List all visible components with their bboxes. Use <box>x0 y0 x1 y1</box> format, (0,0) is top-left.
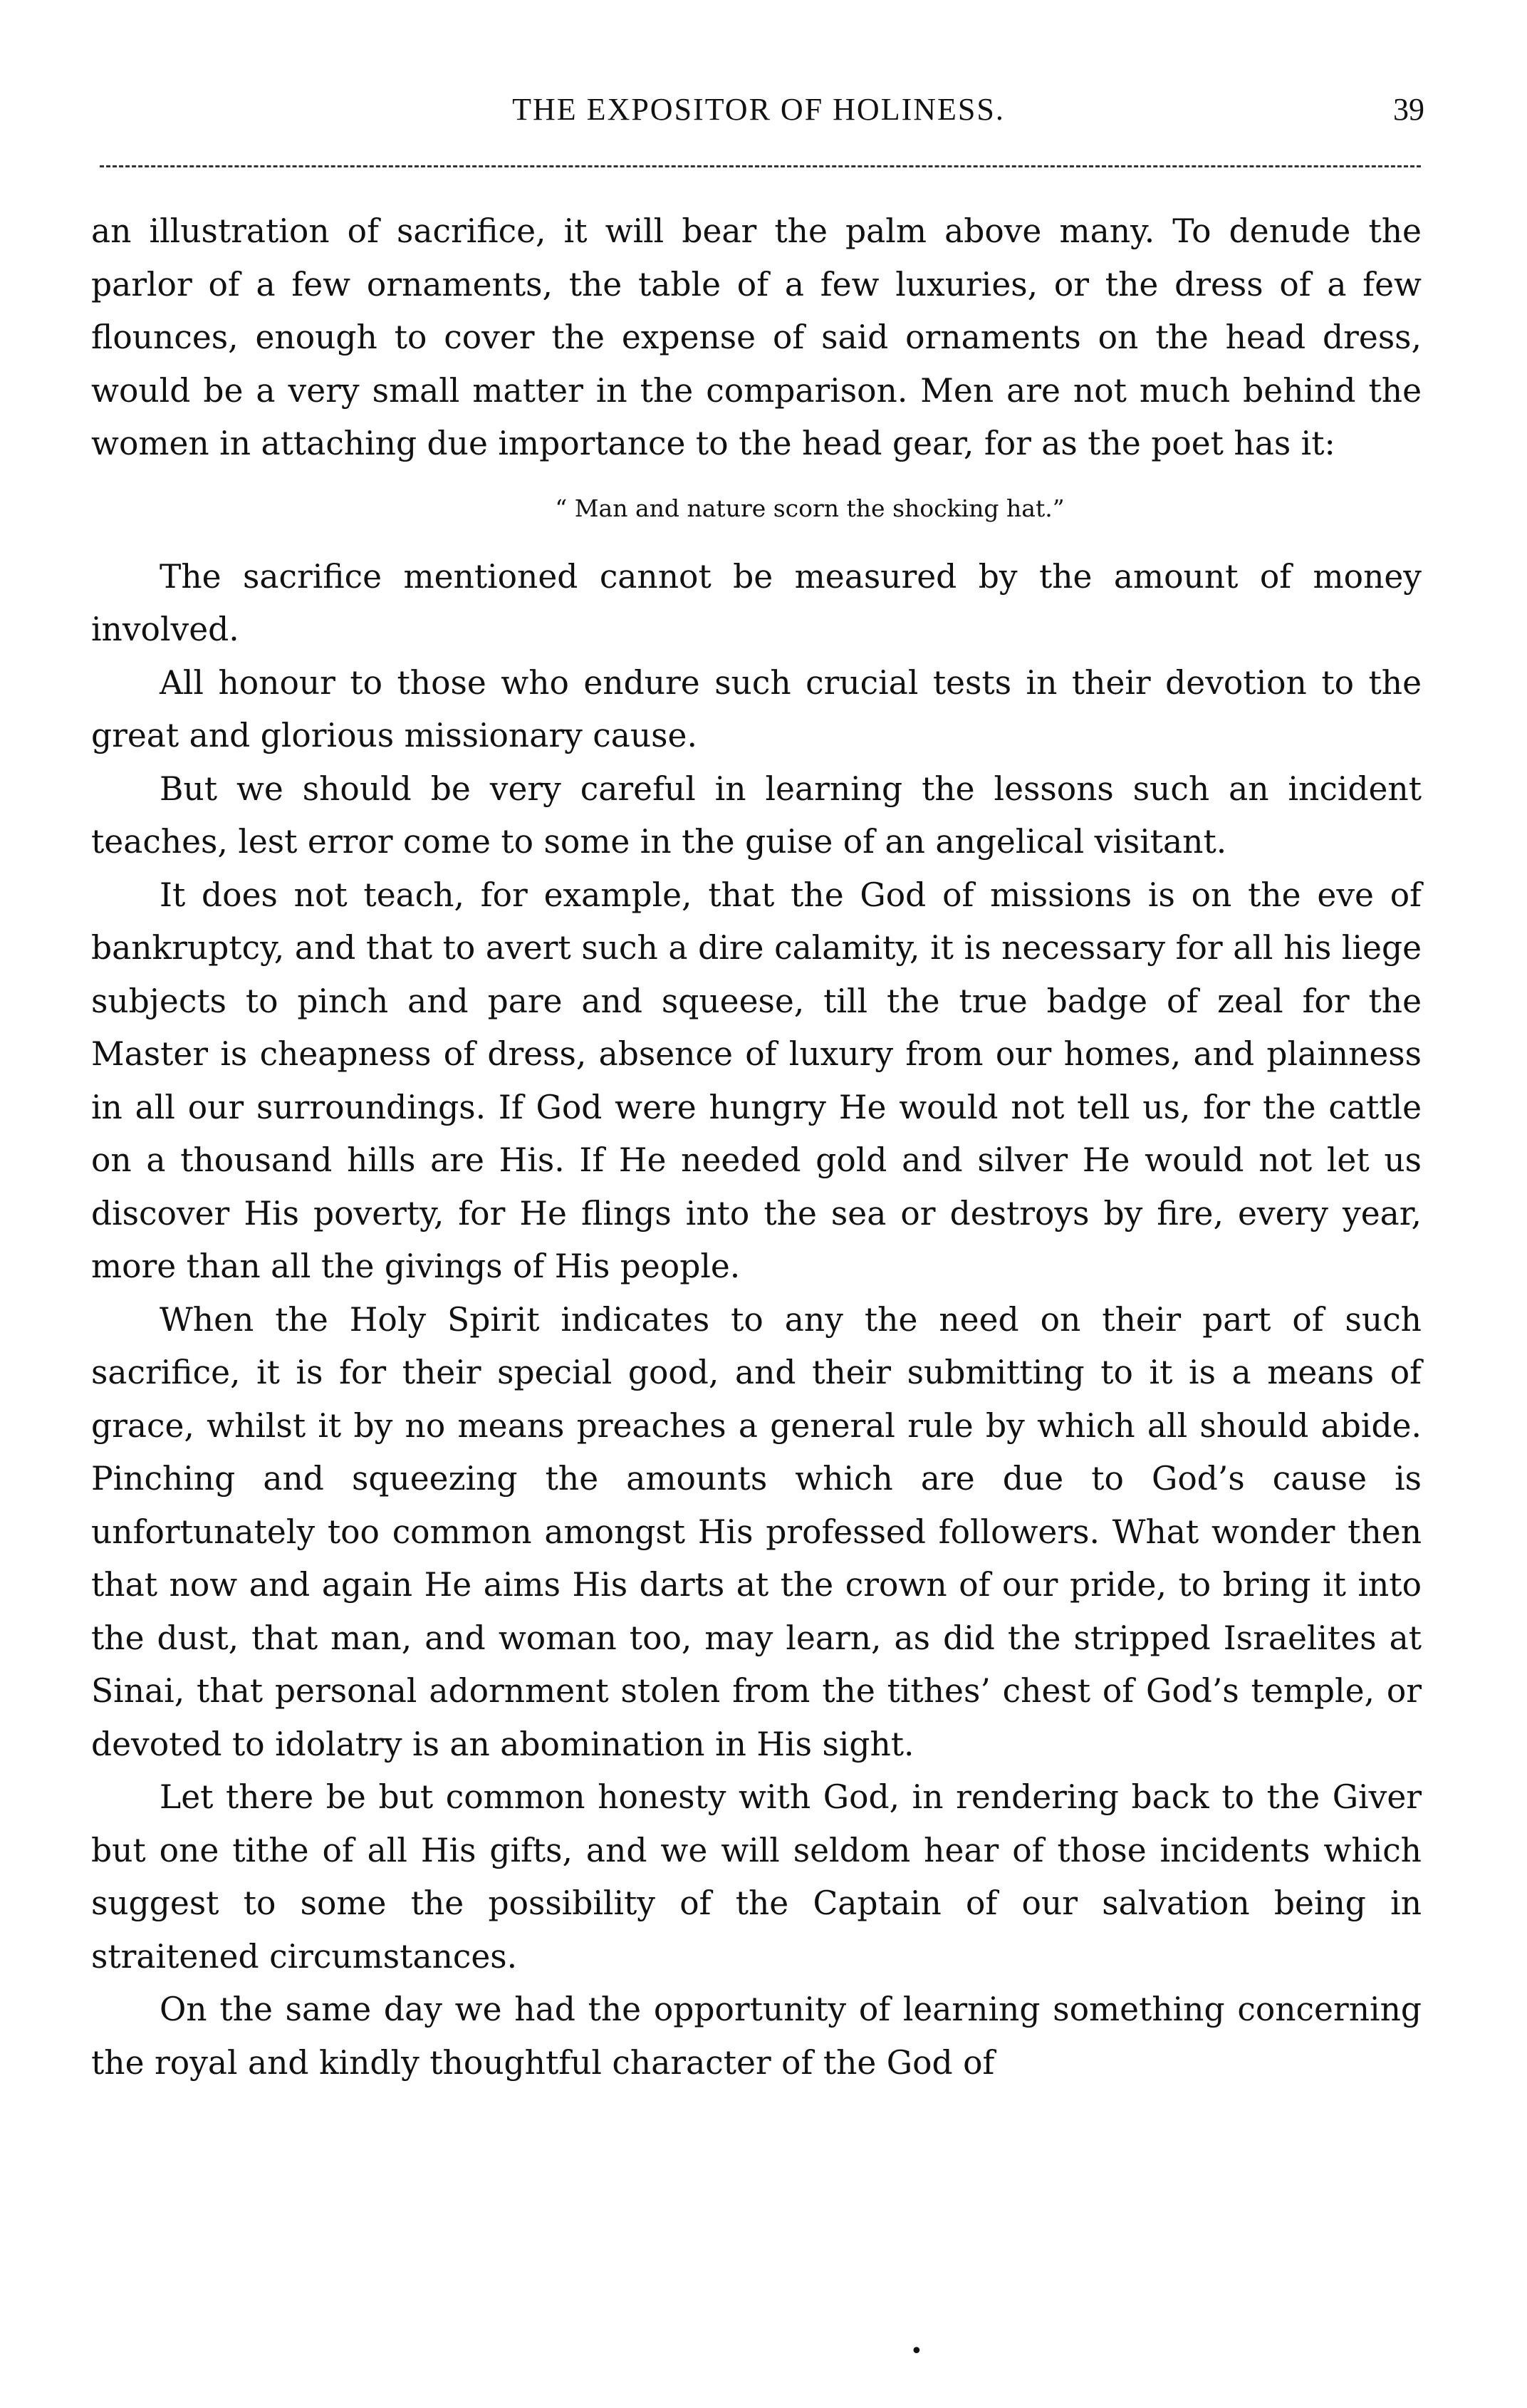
paragraph: The sacrifice mentioned cannot be measured by the amount of money involved. <box>91 557 1422 648</box>
quotation: “ Man and nature scorn the shocking hat.” <box>555 494 1065 522</box>
page-header <box>93 91 1424 148</box>
paragraph: All honour to those who endure such crucial tests in their devotion to the great and glorious missionary cause. <box>91 663 1422 754</box>
paragraph: It does not teach, for example, that the God of missions is on the eve of bankruptcy, and that to avert such a dire calamity, it is necessary for all his liege subjects to pinch and pare and squeese, till the true badge of zeal for the Master is cheapness of dress, absence of luxury from our homes, and plainness in all our surroundings. If God were hungry He would not tell us, for the cattle on a thousand hills are His. If He needed gold and silver He would not let us discover His poverty, for He flings into the sea or destroys by fire, every year, more than all the givings of His people. <box>91 876 1422 1285</box>
running-title: THE EXPOSITOR OF HOLINESS. <box>512 92 1005 127</box>
paragraph: On the same day we had the opportunity of learning something concerning the royal and kindly thoughtful character of the God of <box>91 1991 1422 2082</box>
body-text <box>91 205 1422 2090</box>
footer-dot: • <box>910 2339 923 2364</box>
page-number: 39 <box>1393 92 1424 127</box>
paragraph: Let there be but common honesty with God, in rendering back to the Giver but one tithe of all His gifts, and we will seldom hear of those incidents which suggest to some the possibility of the Captain of our salvation being in straitened circumstances. <box>91 1778 1422 1976</box>
paragraph-continued: an illustration of sacrifice, it will bear the palm above many. To denude the parlor of a few ornaments, the table of a few luxuries, or the dress of a few flounces, enough to cover the expense of said ornaments on the head dress, would be a very small matter in the comparison. Men are not much behind the women in attaching due importance to the head gear, for as the poet has it: <box>91 212 1422 462</box>
header-rule <box>100 165 1421 167</box>
paragraph: But we should be very careful in learning the lessons such an incident teaches, lest error come to some in the guise of an angelical visitant. <box>91 769 1422 861</box>
paragraph: When the Holy Spirit indicates to any the need on their part of such sacrifice, it is for their special good, and their submitting to it is a means of grace, whilst it by no means preaches a general rule by which all should abide. Pinching and squeezing the amounts which are due to God’s cause is unfortunately too common amongst His professed followers. What wonder then that now and again He aims His darts at the crown of our pride, to bring it into the dust, that man, and woman too, may learn, as did the stripped Israelites at Sinai, that personal adornment stolen from the tithes’ chest of God’s temple, or devoted to idolatry is an abomination in His sight. <box>91 1300 1422 1763</box>
